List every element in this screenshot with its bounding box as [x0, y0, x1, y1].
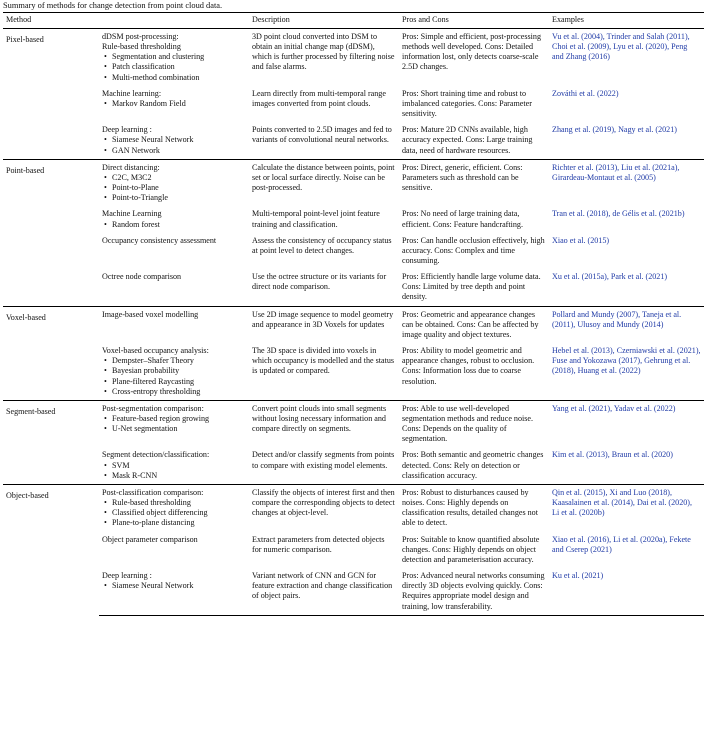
- table-row: [3, 122, 704, 159]
- method-bullet-item: • C2C, M3C2: [102, 173, 246, 183]
- method-bullet-item: • Siamese Neural Network: [102, 581, 246, 591]
- pros-cons-cell: Pros: Efficiently handle large volume data. Cons: Limited by tree depth and point density.: [402, 272, 541, 302]
- description-cell: Use 2D image sequence to model geometry and appearance in 3D Voxels for updates: [249, 306, 399, 343]
- table-caption: Summary of methods for change detection from point cloud data.: [3, 1, 223, 10]
- method-bullet-item: • Rule-based thresholding: [102, 498, 246, 508]
- method-cell: [99, 306, 249, 343]
- method-cell: [99, 233, 249, 269]
- description-cell: Calculate the distance between points, point set or local surface directly. Noise can be post-processed.: [249, 159, 399, 206]
- examples-cell[interactable]: Pollard and Mundy (2007), Taneja et al. (2011), Ulusoy and Mundy (2014): [549, 306, 704, 343]
- method-bullet-item: • Cross-entropy thresholding: [102, 387, 246, 397]
- method-bullet-item: • Feature-based region growing: [102, 414, 246, 424]
- pros-cons-cell: Pros: Can handle occlusion effectively, high accuracy. Cons: Complex and time consuming.: [402, 235, 545, 265]
- table-row: [3, 233, 704, 269]
- category-cell: Pixel-based: [3, 29, 99, 160]
- pros-cons-cell: Pros: Able to use well-developed segmentation methods and reduce noise. Cons: Depends on the quality of segmentation.: [399, 400, 549, 447]
- category-cell: Segment-based: [3, 400, 99, 484]
- header-pros-cons: Pros and Cons: [399, 13, 549, 29]
- table-row: [3, 343, 704, 400]
- method-cell: [99, 568, 249, 615]
- method-cell: [99, 269, 249, 306]
- table-row: [3, 447, 704, 484]
- method-title: Direct distancing:: [102, 162, 160, 172]
- method-bullet-item: • GAN Network: [102, 146, 246, 156]
- examples-cell[interactable]: Xiao et al. (2016), Li et al. (2020a), Fekete and Cserep (2021): [552, 534, 691, 554]
- pros-cons-cell: Pros: No need of large training data, efficient. Cons: Feature handcrafting.: [402, 209, 523, 229]
- header-method: Method: [3, 13, 249, 29]
- table-row: [3, 568, 704, 615]
- method-title: Machine learning:: [102, 88, 162, 98]
- method-bullet-item: • Mask R-CNN: [102, 471, 246, 481]
- method-title: Post-classification comparison:: [102, 487, 204, 497]
- header-description: Description: [249, 13, 399, 29]
- method-cell: [99, 447, 249, 484]
- method-title: Object parameter comparison: [102, 534, 198, 544]
- examples-cell[interactable]: Vu et al. (2004), Trinder and Salah (2011), Choi et al. (2009), Lyu et al. (2020), Peng and Zhang (2016): [549, 29, 704, 86]
- pros-cons-cell: Pros: Ability to model geometric and appearance changes, robust to occlusion. Cons: Information loss due to coarse resolution.: [402, 346, 535, 386]
- description-cell: 3D point cloud converted into DSM to obtain an initial change map (dDSM), which is further processed by filtering noise and false alarms.: [249, 29, 399, 86]
- description-cell: Detect and/or classify segments from points to compare with existing model elements.: [252, 450, 395, 470]
- description-cell: Classify the objects of interest first and then compare the corresponding objects to detect changes at object-level.: [249, 484, 399, 531]
- method-bullet-item: • Multi-method combination: [102, 73, 246, 83]
- method-cell: [99, 86, 249, 122]
- examples-cell[interactable]: Qin et al. (2015), Xi and Luo (2018), Kaasalainen et al. (2014), Dai et al. (2020), Li et al. (2020b): [549, 484, 704, 531]
- method-cell: [99, 29, 249, 86]
- pros-cons-cell: Pros: Mature 2D CNNs available, high accuracy expected. Cons: Large training data, need of hardware resources.: [402, 125, 533, 155]
- method-bullet-item: • U-Net segmentation: [102, 424, 246, 434]
- table-body: [3, 29, 704, 616]
- method-bullet-item: • Classified object differencing: [102, 508, 246, 518]
- method-cell: [99, 400, 249, 447]
- description-cell: Assess the consistency of occupancy status at point level to detect changes.: [252, 235, 392, 255]
- category-cell: Object-based: [3, 484, 99, 615]
- description-cell: Multi-temporal point-level joint feature training and classification.: [252, 209, 380, 229]
- method-bullet-item: • Patch classification: [102, 62, 246, 72]
- method-bullet-item: • Plane-to-plane distancing: [102, 518, 246, 528]
- pros-cons-cell: Pros: Simple and efficient, post-processing methods well developed. Cons: Detailed information lost, only detects coarse-scale 2.5D changes.: [399, 29, 549, 86]
- method-cell: [99, 206, 249, 232]
- examples-cell[interactable]: Xu et al. (2015a), Park et al. (2021): [552, 272, 668, 282]
- table-row: [3, 400, 704, 447]
- description-cell: Convert point clouds into small segments without losing necessary information and compare directly on segments.: [249, 400, 399, 447]
- category-cell: Point-based: [3, 159, 99, 306]
- method-bullet-item: • Random forest: [102, 220, 246, 230]
- examples-cell[interactable]: Kim et al. (2013), Braun et al. (2020): [552, 450, 673, 460]
- description-cell: Extract parameters from detected objects for numeric comparison.: [252, 534, 385, 554]
- method-subtitle: Rule-based thresholding: [102, 42, 181, 52]
- examples-cell[interactable]: Xiao et al. (2015): [552, 235, 610, 245]
- examples-cell[interactable]: Ku et al. (2021): [549, 568, 704, 615]
- table-row: [3, 206, 704, 232]
- method-title: dDSM post-processing:: [102, 32, 179, 41]
- method-title: Deep learning :: [102, 571, 152, 581]
- method-title: Image-based voxel modelling: [102, 309, 199, 319]
- description-cell: Use the octree structure or its variants for direct node comparison.: [252, 272, 387, 292]
- description-cell: Learn directly from multi-temporal range images converted from point clouds.: [252, 88, 386, 108]
- methods-table: [3, 12, 704, 616]
- method-cell: [99, 159, 249, 206]
- description-cell: The 3D space is divided into voxels in which occupancy is modelled and the status is updated or compared.: [252, 346, 395, 376]
- pros-cons-cell: Pros: Suitable to know quantified absolute changes. Cons: Highly depends on object detection and parameterisation accuracy.: [402, 534, 540, 564]
- pros-cons-cell: Pros: Geometric and appearance changes can be obtained. Cons: Can be affected by image quality and object textures.: [399, 306, 549, 343]
- method-bullet-item: • Plane-filtered Raycasting: [102, 377, 246, 387]
- method-title: Octree node comparison: [102, 272, 182, 282]
- pros-cons-cell: Pros: Robust to disturbances caused by noises. Cons: Highly depends on classification results, detailed changes not able to detect.: [399, 484, 549, 531]
- pros-cons-cell: Pros: Direct, generic, efficient. Cons: Parameters such as threshold can be sensitive.: [399, 159, 549, 206]
- method-cell: [99, 532, 249, 568]
- method-title: Post-segmentation comparison:: [102, 403, 204, 413]
- method-cell: [99, 343, 249, 400]
- examples-cell[interactable]: Zhang et al. (2019), Nagy et al. (2021): [552, 125, 677, 135]
- table-row: [3, 269, 704, 306]
- header-examples: Examples: [549, 13, 704, 29]
- method-bullet-item: • Segmentation and clustering: [102, 52, 246, 62]
- table-row: [3, 484, 704, 531]
- pros-cons-cell: Pros: Both semantic and geometric changes detected. Cons: Rely on detection or classification accuracy.: [402, 450, 544, 480]
- method-title: Deep learning :: [102, 125, 152, 135]
- table-row: [3, 532, 704, 568]
- table-row: [3, 159, 704, 206]
- method-title: Voxel-based occupancy analysis:: [102, 346, 209, 356]
- method-bullet-item: • Bayesian probability: [102, 366, 246, 376]
- method-bullet-item: • SVM: [102, 461, 246, 471]
- method-cell: [99, 122, 249, 159]
- method-bullet-item: • Point-to-Triangle: [102, 193, 246, 203]
- description-cell: Variant network of CNN and GCN for feature extraction and change classification of object pairs.: [249, 568, 399, 615]
- method-bullet-item: • Point-to-Plane: [102, 183, 246, 193]
- method-bullet-item: • Dempster–Shafer Theory: [102, 356, 246, 366]
- examples-cell[interactable]: Tran et al. (2018), de Gélis et al. (2021b): [552, 209, 685, 219]
- method-title: Occupancy consistency assessment: [102, 235, 217, 245]
- examples-cell[interactable]: Richter et al. (2013), Liu et al. (2021a), Girardeau-Montaut et al. (2005): [549, 159, 704, 206]
- method-bullet-item: • Markov Random Field: [102, 99, 246, 109]
- examples-cell[interactable]: Yang et al. (2021), Yadav et al. (2022): [549, 400, 704, 447]
- examples-cell[interactable]: Zováthi et al. (2022): [552, 88, 619, 98]
- table-row: [3, 306, 704, 343]
- table-row: [3, 86, 704, 122]
- pros-cons-cell: Pros: Short training time and robust to imbalanced categories. Cons: Parameter sensitivity.: [402, 88, 532, 119]
- category-cell: Voxel-based: [3, 306, 99, 400]
- table-header-row: [3, 13, 704, 29]
- method-bullet-item: • Siamese Neural Network: [102, 135, 246, 145]
- method-cell: [99, 484, 249, 531]
- method-title: Machine Learning: [102, 209, 162, 219]
- table-row: [3, 29, 704, 86]
- method-title: Segment detection/classification:: [102, 450, 210, 460]
- examples-cell[interactable]: Hebel et al. (2013), Czerniawski et al. (2021), Fuse and Yokozawa (2017), Gehrung et al. (2018), Huang et al. (2022): [552, 346, 701, 376]
- description-cell: Points converted to 2.5D images and fed to variants of convolutional neural networks.: [252, 125, 392, 145]
- pros-cons-cell: Pros: Advanced neural networks consuming directly 3D objects evolving quickly. Cons: Requires appropriate model design and training, low transferability.: [399, 568, 549, 615]
